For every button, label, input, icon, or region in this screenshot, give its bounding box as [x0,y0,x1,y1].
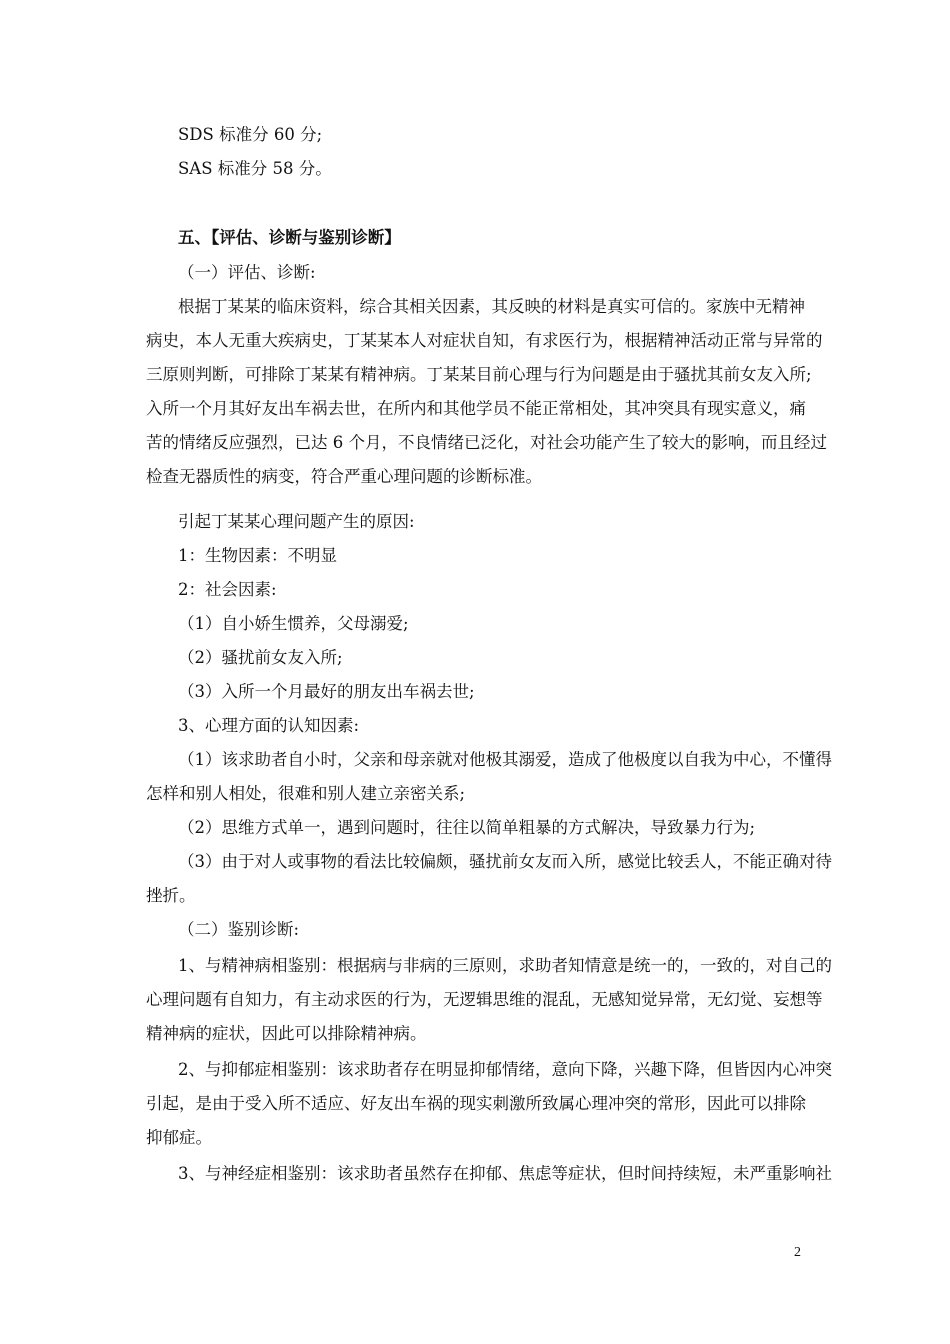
cognitive-item: （1）该求助者自小时，父亲和母亲就对他极其溺爱，造成了他极度以自我为中心，不懂得 [178,750,832,769]
social-item: （1）自小娇生惯养，父母溺爱; [178,614,409,633]
cause-biological: 1：生物因素：不明显 [178,546,337,565]
sds-score: SDS 标准分 60 分; [178,125,323,144]
paragraph-line: 入所一个月其好友出车祸去世，在所内和其他学员不能正常相处，其冲突具有现实意义，痛 [146,399,806,418]
differential-item-cont: 心理问题有自知力，有主动求医的行为，无逻辑思维的混乱，无感知觉异常，无幻觉、妄想等 [146,990,823,1009]
cognitive-item-cont: 挫折。 [146,886,196,905]
subsection-heading-assessment: （一）评估、诊断: [178,263,316,282]
subsection-heading-differential: （二）鉴别诊断: [178,920,300,939]
paragraph-line: 根据丁某某的临床资料，综合其相关因素，其反映的材料是真实可信的。家族中无精神 [178,297,805,316]
differential-item: 3、与神经症相鉴别：该求助者虽然存在抑郁、焦虑等症状，但时间持续短，未严重影响社 [178,1164,832,1183]
sas-score: SAS 标准分 58 分。 [178,159,332,178]
cognitive-item-cont: 怎样和别人相处，很难和别人建立亲密关系; [146,784,466,803]
differential-item: 2、与抑郁症相鉴别：该求助者存在明显抑郁情绪，意向下降，兴趣下降，但皆因内心冲突 [178,1060,832,1079]
social-item: （2）骚扰前女友入所; [178,648,343,667]
social-item: （3）入所一个月最好的朋友出车祸去世; [178,682,475,701]
differential-item-cont: 引起，是由于受入所不适应、好友出车祸的现实刺激所致属心理冲突的常形，因此可以排除 [146,1094,806,1113]
cognitive-item: （2）思维方式单一，遇到问题时，往往以简单粗暴的方式解决，导致暴力行为; [178,818,756,837]
page-number: 2 [794,1245,801,1260]
section-heading: 五、【评估、诊断与鉴别诊断】 [178,228,401,247]
differential-item: 1、与精神病相鉴别：根据病与非病的三原则，求助者知情意是统一的，一致的，对自己的 [178,956,832,975]
cause-cognitive: 3、心理方面的认知因素: [178,716,360,735]
cause-social: 2：社会因素: [178,580,277,599]
differential-item-cont: 精神病的症状，因此可以排除精神病。 [146,1024,427,1043]
paragraph-line: 病史，本人无重大疾病史，丁某某本人对症状自知，有求医行为，根据精神活动正常与异常的 [146,331,823,350]
paragraph-line: 三原则判断，可排除丁某某有精神病。丁某某目前心理与行为问题是由于骚扰其前女友入所; [146,365,812,384]
differential-item-cont: 抑郁症。 [146,1128,212,1147]
cognitive-item: （3）由于对人或事物的看法比较偏颇，骚扰前女友而入所，感觉比较丢人，不能正确对待 [178,852,832,871]
paragraph-line: 苦的情绪反应强烈，已达 6 个月，不良情绪已泛化，对社会功能产生了较大的影响，而且经过 [146,433,827,452]
paragraph-line: 检查无器质性的病变，符合严重心理问题的诊断标准。 [146,467,542,486]
causes-heading: 引起丁某某心理问题产生的原因: [178,512,415,531]
